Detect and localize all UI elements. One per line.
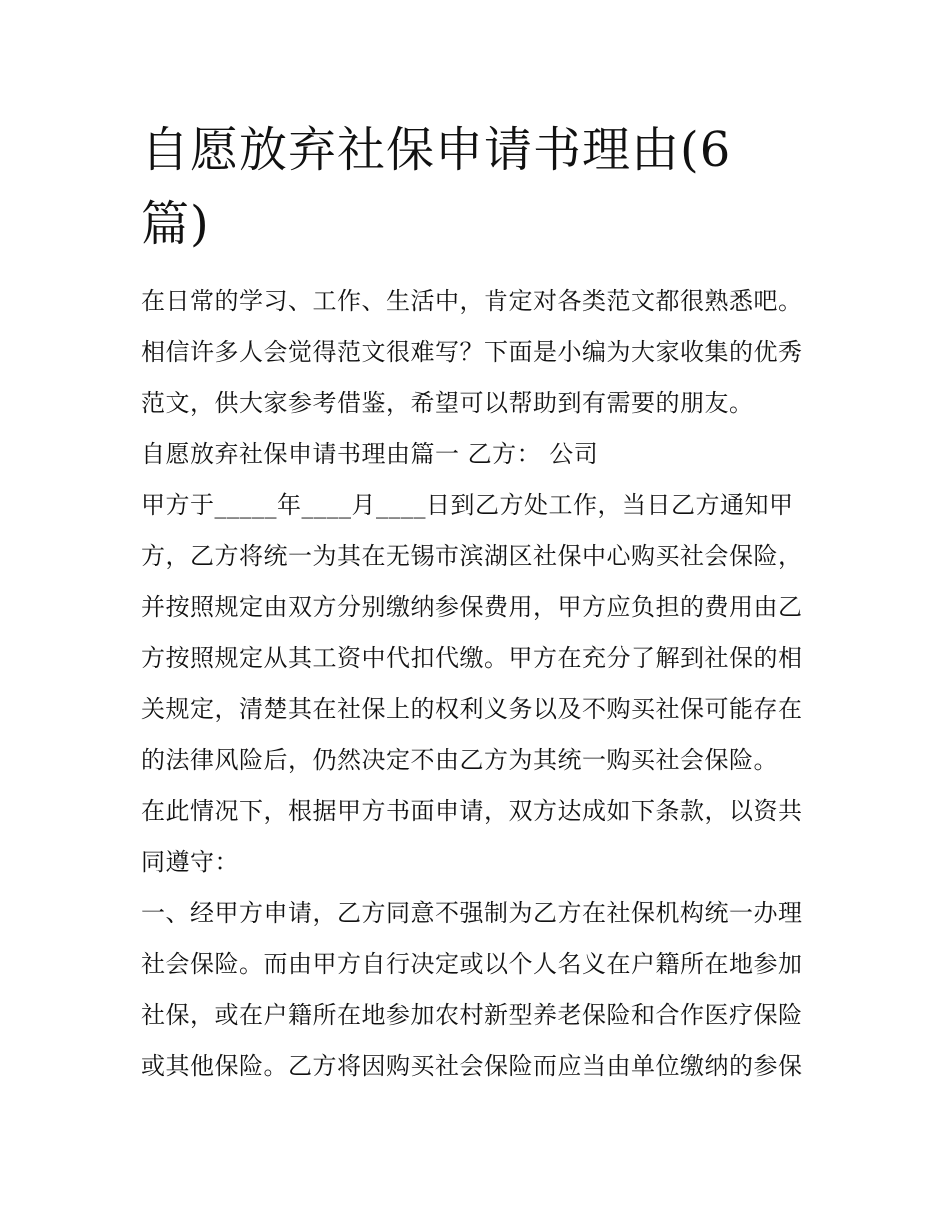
body-line: 在此情况下，根据甲方书面申请，双方达成如下条款，以资共 — [141, 797, 803, 825]
body-line: 甲方于_____年____月____日到乙方处工作，当日乙方通知甲 — [141, 491, 794, 519]
body-line: 的法律风险后，仍然决定不由乙方为其统一购买社会保险。 — [141, 746, 778, 774]
body-line: 社会保险。而由甲方自行决定或以个人名义在户籍所在地参加 — [141, 950, 803, 978]
body-line: 范文，供大家参考借鉴，希望可以帮助到有需要的朋友。 — [141, 389, 754, 417]
title-line-2: 篇) — [141, 196, 210, 252]
body-line: 相信许多人会觉得范文很难写？下面是小编为大家收集的优秀 — [141, 338, 803, 366]
body-line: 并按照规定由双方分别缴纳参保费用，甲方应负担的费用由乙 — [141, 593, 803, 621]
body-line: 方按照规定从其工资中代扣代缴。甲方在充分了解到社保的相 — [141, 644, 803, 672]
body-line: 关规定，清楚其在社保上的权利义务以及不购买社保可能存在 — [141, 695, 803, 723]
title-line-1: 自愿放弃社保申请书理由(6 — [141, 122, 732, 178]
body-line: 社保，或在户籍所在地参加农村新型养老保险和合作医疗保险 — [141, 1001, 803, 1029]
body-line: 同遵守： — [141, 848, 239, 876]
body-line: 一、经甲方申请，乙方同意不强制为乙方在社保机构统一办理 — [141, 899, 803, 927]
document-body — [141, 276, 813, 1092]
body-line: 自愿放弃社保申请书理由篇一 乙方： 公司 — [141, 440, 599, 468]
document-title — [141, 113, 781, 261]
body-line: 或其他保险。乙方将因购买社会保险而应当由单位缴纳的参保 — [141, 1052, 803, 1080]
body-line: 在日常的学习、工作、生活中，肯定对各类范文都很熟悉吧。 — [141, 287, 803, 315]
body-line: 方，乙方将统一为其在无锡市滨湖区社保中心购买社会保险， — [141, 542, 803, 570]
